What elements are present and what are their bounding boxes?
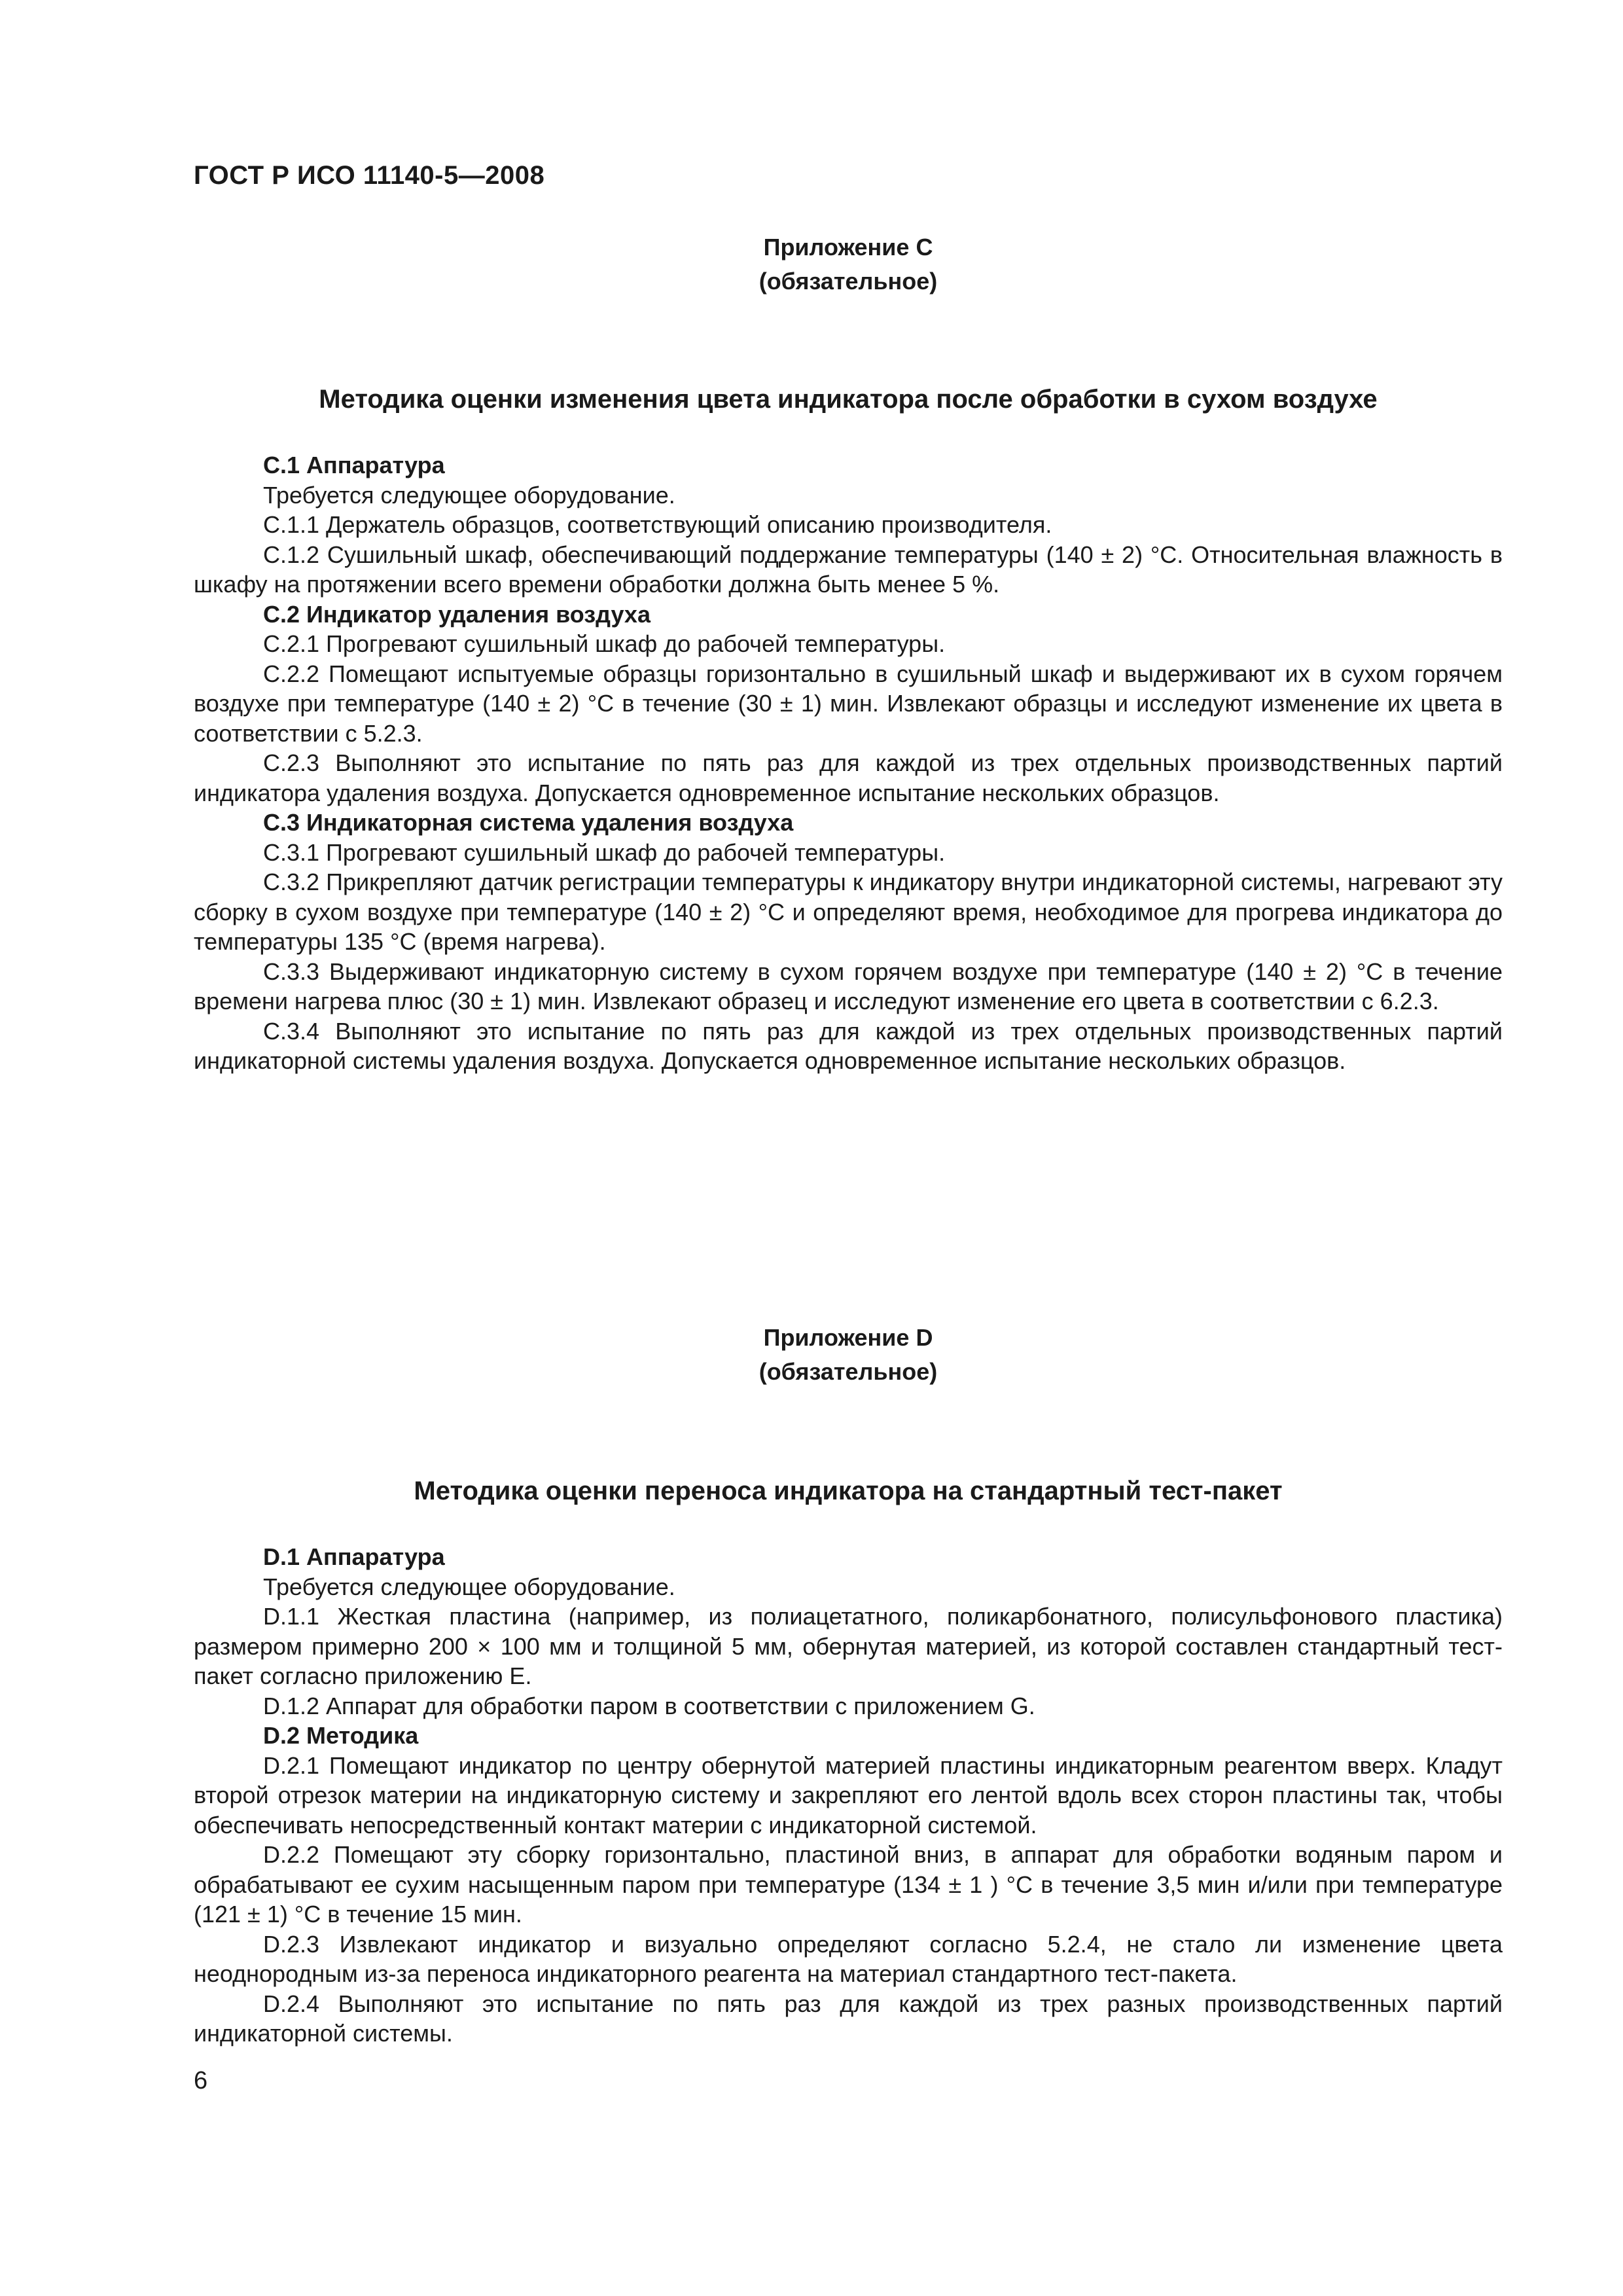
appendix-c-status: (обязательное) <box>758 268 938 295</box>
paragraph: С.1.2 Сушильный шкаф, обеспечивающий поддержание температуры (140 ± 2) °С. Относительная влажность в шкафу на протяжении всего времени обработки должна быть менее 5 %. <box>194 541 1503 598</box>
appendix-c-title: Методика оценки изменения цвета индикатора после обработки в сухом воздухе <box>319 385 1378 414</box>
paragraph: D.2.1 Помещают индикатор по центру обернутой материей пластины индикаторным реагентом вверх. Кладут второй отрезок материи на индикаторную систему и закрепляют его лентой вдоль всех сторон пластины так, чтобы обеспечивать непосредственный контакт материи с индикаторной системой. <box>194 1751 1503 1839</box>
paragraph: С.2.2 Помещают испытуемые образцы горизонтально в сушильный шкаф и выдерживают их в сухом горячем воздухе при температуре (140 ± 2) °С в течение (30 ± 1) мин. Извлекают образцы и исследуют изменение их цвета в соответствии с 5.2.3. <box>194 660 1503 747</box>
page-number: 6 <box>194 2067 208 2094</box>
paragraph: С.3.2 Прикрепляют датчик регистрации температуры к индикатору внутри индикаторной системы, нагревают эту сборку в сухом воздухе при температуре (140 ± 2) °С и определяют время, необходимое для прогрева индикатора до температуры 135 °С (время нагрева). <box>194 869 1503 955</box>
appendix-d-label: Приложение D <box>763 1324 933 1351</box>
section-heading: С.2 Индикатор удаления воздуха <box>263 600 651 628</box>
paragraph: D.1.2 Аппарат для обработки паром в соответствии с приложением G. <box>263 1692 1035 1719</box>
paragraph: С.2.3 Выполняют это испытание по пять раз для каждой из трех отдельных производственных партий индикатора удаления воздуха. Допускается одновременное испытание нескольких образцов. <box>194 749 1503 806</box>
paragraph: D.2.3 Извлекают индикатор и визуально определяют согласно 5.2.4, не стало ли изменение цвета неоднородным из-за переноса индикаторного реагента на материал стандартного тест-пакета. <box>194 1930 1503 1987</box>
appendix-d-title: Методика оценки переноса индикатора на стандартный тест-пакет <box>414 1477 1283 1505</box>
appendix-d-status: (обязательное) <box>758 1358 938 1385</box>
paragraph: Требуется следующее оборудование. <box>263 481 675 509</box>
section-heading: D.2 Методика <box>263 1722 419 1749</box>
appendix-c-label: Приложение С <box>763 234 933 260</box>
paragraph: Требуется следующее оборудование. <box>263 1573 675 1600</box>
document-header: ГОСТ Р ИСО 11140-5—2008 <box>194 161 545 190</box>
paragraph: D.2.2 Помещают эту сборку горизонтально, пластиной вниз, в аппарат для обработки водяным паром и обрабатывают ее сухим насыщенным паром при температуре (134 ± 1 ) °С в течение 3,5 мин и/или при температуре (121 ± 1) °С в течение 15 мин. <box>194 1841 1503 1928</box>
section-heading: С.3 Индикаторная система удаления воздуха <box>263 809 794 836</box>
paragraph: С.2.1 Прогревают сушильный шкаф до рабочей температуры. <box>263 630 946 657</box>
paragraph: С.3.3 Выдерживают индикаторную систему в сухом горячем воздухе при температуре (140 ± 2) °С в течение времени нагрева плюс (30 ± 1) мин. Извлекают образец и исследуют изменение его цвета в соответствии с 6.2.3. <box>194 958 1503 1014</box>
paragraph: С.1.1 Держатель образцов, соответствующий описанию производителя. <box>263 511 1052 538</box>
appendix-d-body <box>194 1542 1503 2049</box>
appendix-c-body <box>194 450 1503 1076</box>
paragraph: С.3.4 Выполняют это испытание по пять раз для каждой из трех отдельных производственных партий индикаторной системы удаления воздуха. Допускается одновременное испытание нескольких образцов. <box>194 1017 1503 1074</box>
paragraph: D.1.1 Жесткая пластина (например, из полиацетатного, поликарбонатного, полисульфонового пластика) размером примерно 200 × 100 мм и толщиной 5 мм, обернутая материей, из которой составлен стандартный тест-пакет согласно приложению Е. <box>194 1603 1503 1689</box>
section-heading: D.1 Аппаратура <box>263 1543 445 1570</box>
section-heading: С.1 Аппаратура <box>263 452 445 478</box>
paragraph: С.3.1 Прогревают сушильный шкаф до рабочей температуры. <box>263 838 946 866</box>
paragraph: D.2.4 Выполняют это испытание по пять раз для каждой из трех разных производственных партий индикаторной системы. <box>194 1990 1503 2047</box>
appendix-d-heading <box>194 1321 1503 1389</box>
appendix-c-heading <box>194 230 1503 298</box>
